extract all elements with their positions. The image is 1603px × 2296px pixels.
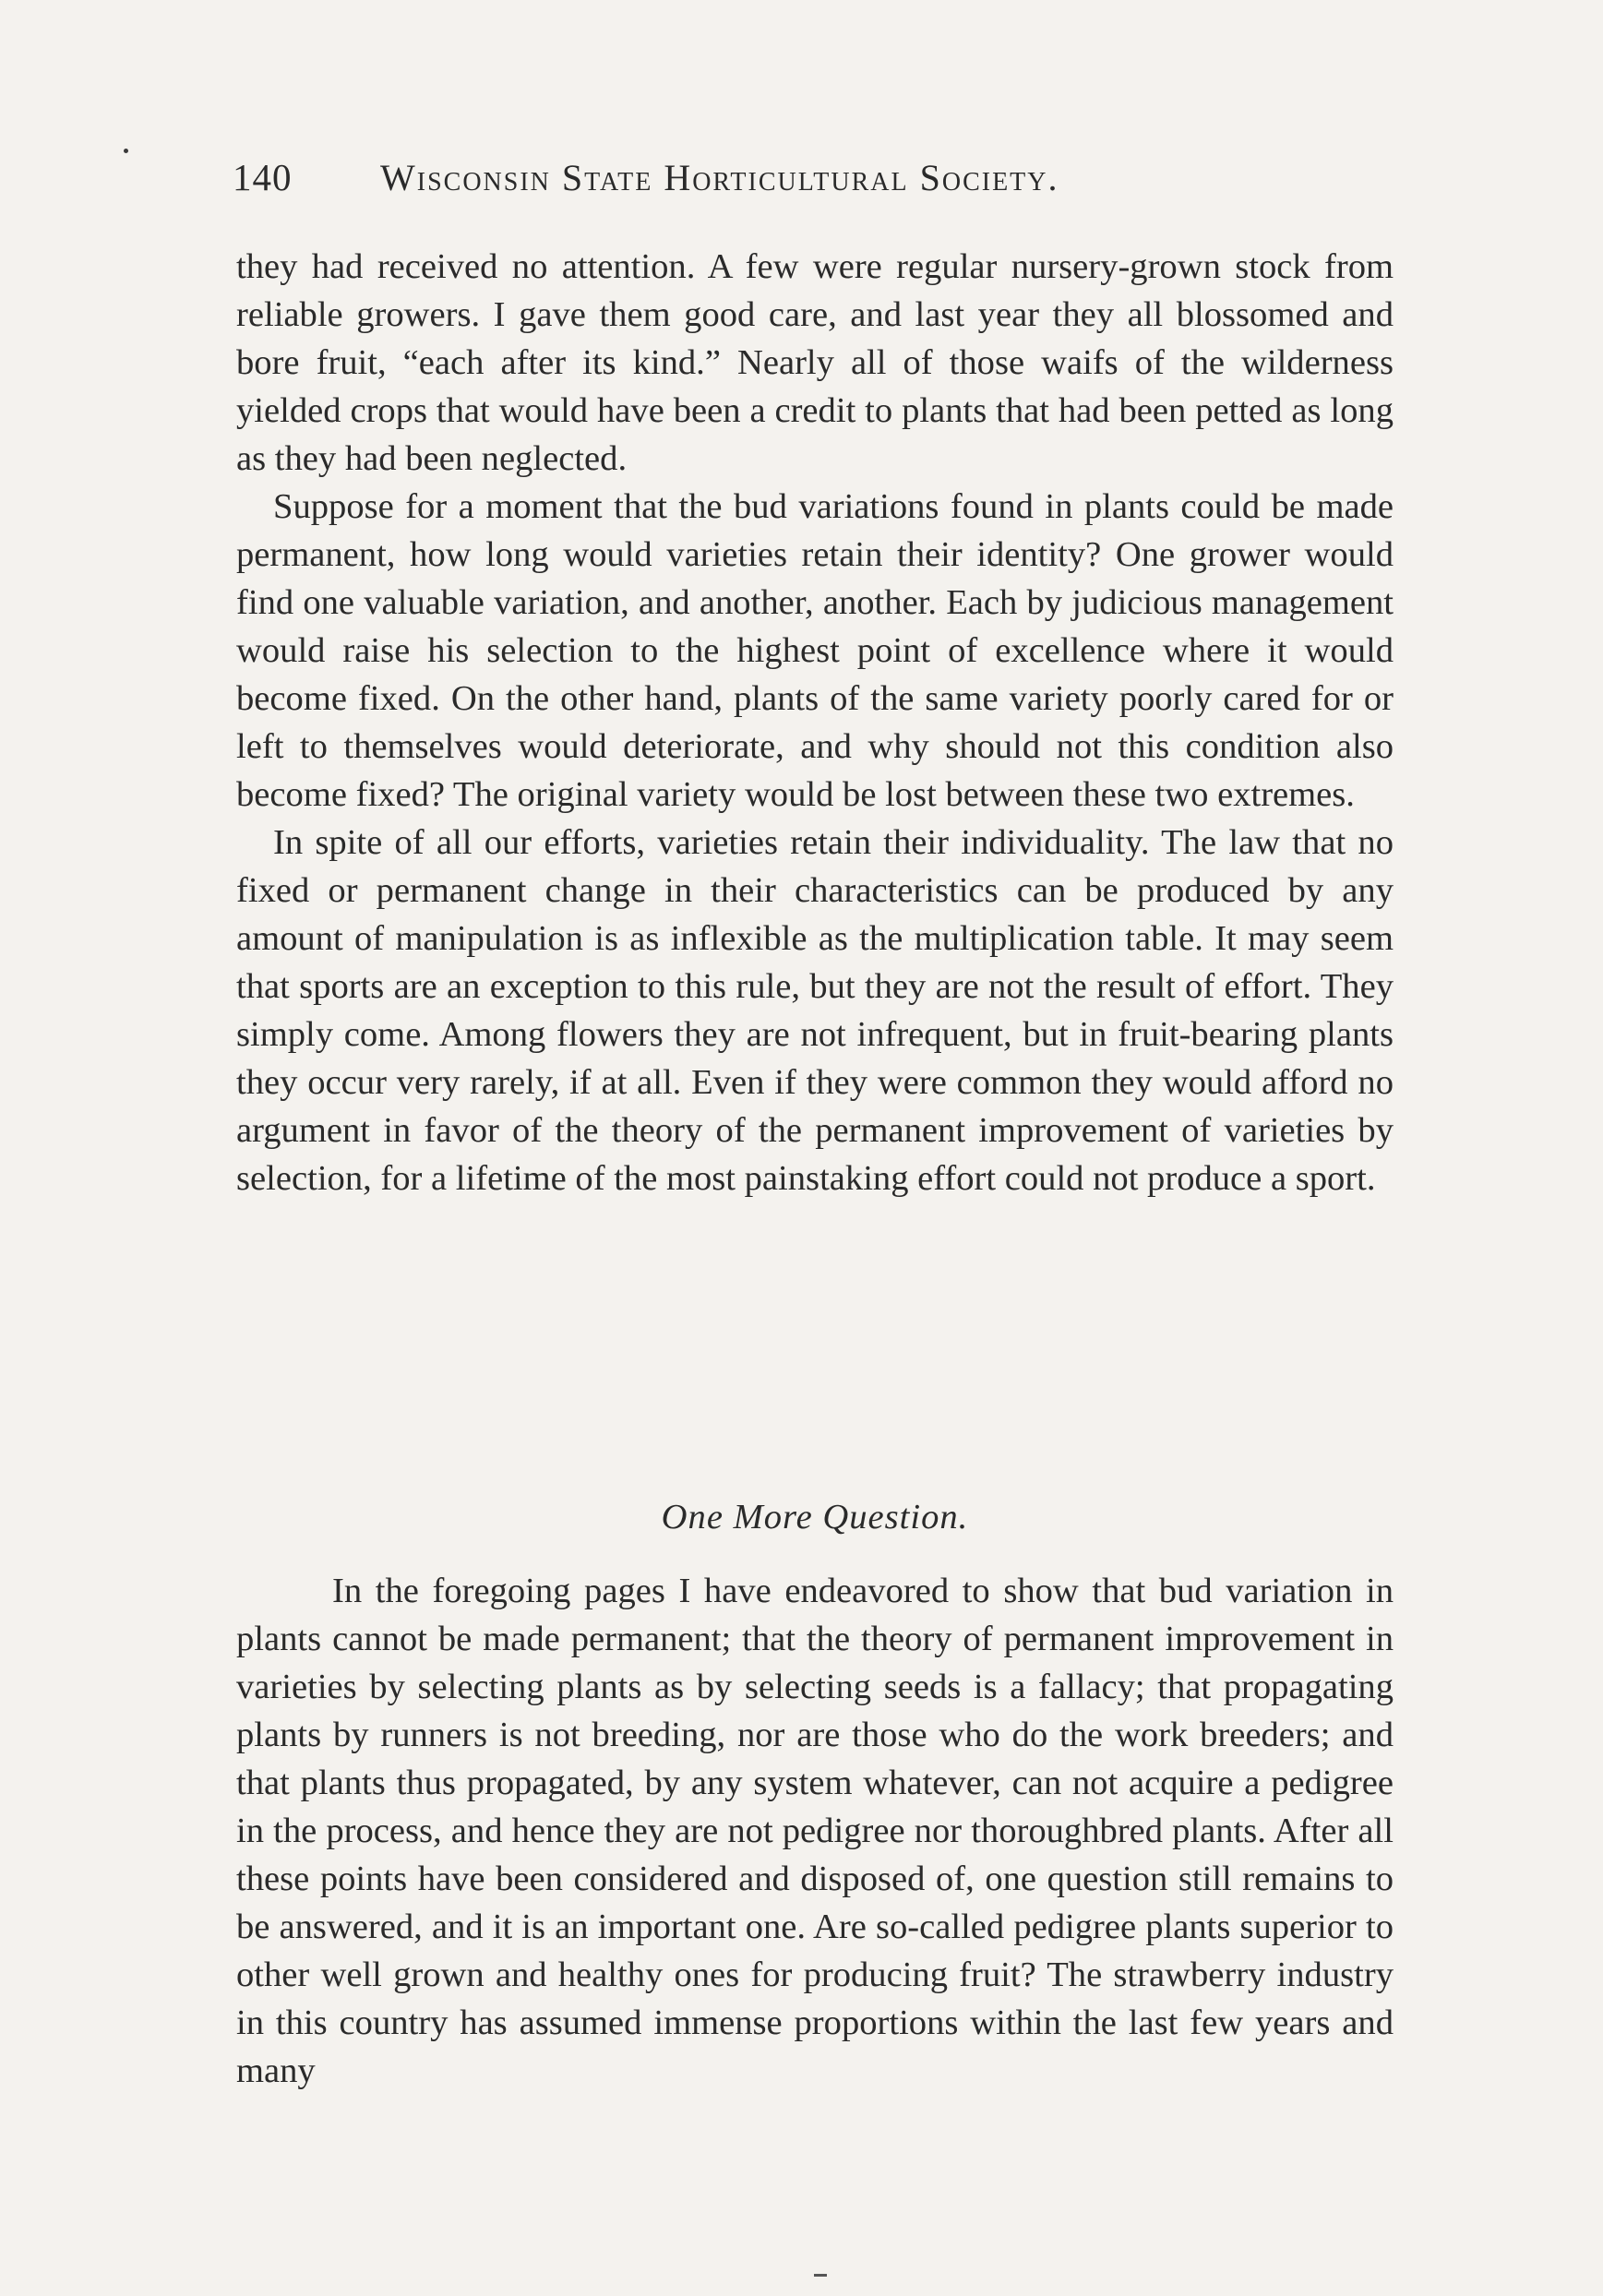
paragraph: In the foregoing pages I have endeavored to show that bud variation in plants cannot be made permanent; that the theory of permanent improvement in varieties by selecting plants as by selecting seeds is a fallacy; that propagating plants by runners is not breeding, nor are those who do the work breeders; and that plants thus propagated, by any system whatever, can not acquire a pedigree in the process, and hence they are not pedigree nor thoroughbred plants. After all these points have been considered and disposed of, one question still remains to be answered, and it is an important one. Are so-called pedigree plants superior to other well grown and healthy ones for producing fruit? The strawberry industry in this country has assumed immense proportions within the last few years and many xyxy=(236,1572,1394,2090)
text-block-after-heading xyxy=(236,1567,1394,2095)
page-number: 140 xyxy=(233,156,293,198)
section-heading: One More Question. xyxy=(661,1498,969,1537)
running-title: Wisconsin State Horticultural Society. xyxy=(380,157,1059,198)
paragraph: Suppose for a moment that the bud variations found in plants could be made permanent, how long would varieties retain their identity? One grower would find one valuable variation, and another, another. Each by judicious management would raise his selection to the highest point of excellence where it would become fixed. On the other hand, plants of the same variety poorly cared for or left to themselves would deteriorate, and why should not this condition also become fixed? The original variety would be lost between these two extremes. xyxy=(236,487,1394,814)
paragraph-continuation: they had received no attention. A few were regular nursery-grown stock from reliable growers. I gave them good care, and last year they all blossomed and bore fruit, “each after its kind.” Nearly all of those waifs of the wilderness yielded crops that would have been a credit to plants that had been petted as long as they had been neglected. xyxy=(236,247,1394,478)
footer-mark xyxy=(814,2274,827,2277)
page-header xyxy=(233,155,1266,210)
ink-speck xyxy=(124,149,128,153)
text-block-before-heading xyxy=(236,243,1394,1202)
paragraph: In spite of all our efforts, varieties retain their individuality. The law that no fixed or permanent change in their characteristics can be produced by any amount of manipulation is as inflexible as the multiplication table. It may seem that sports are an exception to this rule, but they are not the result of effort. They simply come. Among flowers they are not infrequent, but in fruit-bearing plants they occur very rarely, if at all. Even if they were common they would afford no argument in favor of the theory of the permanent improvement of varieties by selection, for a lifetime of the most painstaking effort could not produce a sport. xyxy=(236,823,1394,1198)
